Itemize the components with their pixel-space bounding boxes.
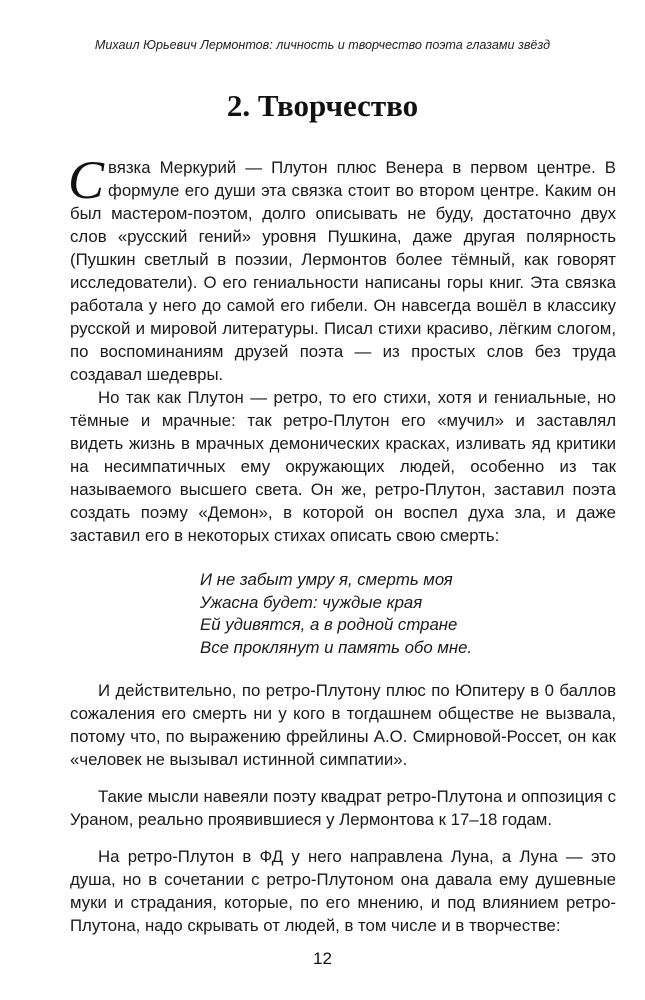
poem-line: Ужасна будет: чуждые края (200, 592, 423, 612)
drop-cap: С (68, 150, 105, 210)
paragraph-5: На ретро-Плутон в ФД у него направлена Луна, а Луна — это душа, но в сочетании с ретро-Плутоном она давала ему душевные муки и страдания, которые, по его мнению, и под влиянием ретро-Плутона, надо скрывать от людей, в том числе и в творчестве: (70, 847, 616, 935)
paragraph-1 (68, 150, 616, 386)
paragraph-1-text: вязка Меркурий — Плутон плюс Венера в первом центре. В формуле его души эта связка стоит во втором центре. Каким он был мастером-поэтом, долго описывать не буду, достаточно двух слов «русский гений» уровня Пушкина, даже другая полярность (Пушкин светлый в поэзии, Лермонтов более тёмный, как говорят исследователи). О его гениальности написаны горы книг. Эта связка работала у него до самой его гибели. Он навсегда вошёл в классику русской и мировой литературы. Писал стихи красиво, лёгким слогом, по воспоминаниям друзей поэта — из простых слов без труда создавал шедевры. (70, 158, 616, 384)
page-body (68, 150, 616, 937)
poem-line: Ей удивятся, а в родной стране (200, 615, 458, 634)
chapter-title: 2. Творчество (226, 88, 419, 123)
poem-line: И не забыт умру я, смерть моя (200, 570, 453, 589)
paragraph-2: Но так как Плутон — ретро, то его стихи, хотя и гениальные, но тёмные и мрачные: так ретро-Плутон его «мучил» и заставлял видеть жизнь в мрачных демонических красках, изливать яд критики на несимпатичных ему окружающих людей, особенно из так называемого высшего света. Он же, ретро-Плутон, заставил поэта создать поэму «Демон», в которой он воспел духа зла, и даже заставил его в некоторых стихах описать свою смерть: (70, 388, 616, 545)
poem-quote (200, 569, 616, 659)
page-number: 12 (313, 949, 332, 968)
poem-line: Все проклянут и память обо мне. (200, 637, 473, 657)
running-header: Михаил Юрьевич Лермонтов: личность и творчество поэта глазами звёзд (94, 38, 551, 52)
paragraph-3: И действительно, по ретро-Плутону плюс по Юпитеру в 0 баллов сожаления его смерть ни у кого в тогдашнем обществе не вызвала, потому что, по выражению фрейлины А.О. Смирновой-Россет, он как «человек не вызывал истинной симпатии». (70, 681, 616, 769)
paragraph-4: Такие мысли навеяли поэту квадрат ретро-Плутона и оппозиция с Ураном, реально проявившиеся у Лермонтова к 17–18 годам. (70, 787, 616, 829)
